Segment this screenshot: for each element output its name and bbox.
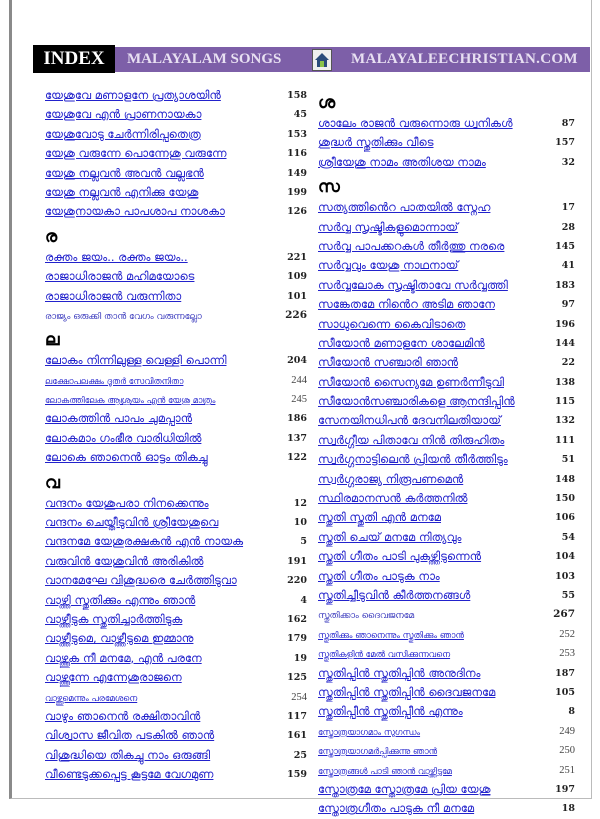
index-header — [33, 45, 590, 72]
index-label: INDEX — [33, 45, 115, 73]
song-link[interactable]: വാഴ്ത്തീടുമെ, വാഴ്ത്തീടുമെ ഇമ്മാനു — [45, 631, 194, 646]
song-link[interactable]: സ്തോത്രയാഗമർപ്പിക്കുന്നു ഞാൻ — [318, 747, 438, 758]
page-number: 267 — [553, 608, 575, 621]
song-link[interactable]: സ്തുതി ചെയ്‌ മനമേ നിത്യവും — [318, 529, 462, 544]
page-number: 249 — [559, 725, 575, 737]
song-link[interactable]: സത്യത്തിൻെറ പാതയിൽ സ്നേഹ — [318, 200, 491, 215]
song-link[interactable]: സ്തുതി ഗീതം പാടി പുകഴ്ത്തിടുന്നെൻ — [318, 549, 482, 564]
song-link[interactable]: സീയോൻ സൈന്യമേ ഉണർന്നീടുവി — [318, 374, 504, 389]
index-entry — [318, 133, 575, 152]
page-number: 116 — [287, 148, 307, 160]
index-entry — [318, 508, 575, 527]
song-link[interactable]: ലോകം നിന്നിലുള്ള വെള്ളി പൊന്നി — [45, 353, 227, 368]
index-entry — [318, 114, 575, 133]
page-number: 204 — [287, 355, 307, 367]
song-link[interactable]: ലക്ഷോപലക്ഷം ദൂതർ സേവിതനിതാ — [45, 376, 184, 387]
index-entry — [45, 726, 307, 745]
song-link[interactable]: ലോകമാം ഗംഭീര വാരിധിയിൽ — [45, 430, 202, 445]
index-entry — [318, 780, 575, 799]
page-number: 145 — [555, 240, 575, 252]
page-number: 149 — [287, 167, 307, 179]
page-number: 55 — [561, 589, 575, 601]
song-link[interactable]: സർവ്വ പാപക്കറകൾ തീർത്തു നരരെ — [318, 238, 505, 253]
index-entry — [318, 605, 575, 624]
index-entry — [45, 390, 307, 409]
index-entry — [45, 629, 307, 648]
song-link[interactable]: സ്തോത്രഗീതം പാടുക നീ മനമേ — [318, 801, 475, 816]
page-number: 162 — [287, 613, 307, 625]
song-link[interactable]: സ്തുതിക്കാം ദൈവജനമേ — [318, 611, 415, 622]
song-link[interactable]: ശ്രീയേശു നാമം അതിശയ നാമം — [318, 154, 486, 169]
index-entry — [318, 237, 575, 256]
home-icon[interactable] — [312, 49, 332, 71]
page-number: 32 — [561, 156, 575, 168]
page-number: 22 — [561, 357, 575, 369]
index-entry — [318, 353, 575, 372]
song-link[interactable]: ലോകെ ഞാനെൻ ഓട്ടം തികച്ചു — [45, 450, 208, 465]
song-link[interactable]: യേശുനായകാ പാപശാപ നാശകാ — [45, 204, 225, 219]
song-link[interactable]: വിശ്വാസ ജീവിത പടകിൽ ഞാൻ — [45, 728, 215, 743]
song-link[interactable]: രാജാധിരാജൻ വരുന്നിതാ — [45, 288, 182, 303]
index-entry — [318, 315, 575, 334]
index-entry — [318, 799, 575, 818]
index-entry — [45, 649, 307, 668]
page-number: 150 — [555, 493, 575, 505]
index-entry — [45, 532, 307, 551]
section-letter: ല — [45, 330, 60, 351]
page-number: 252 — [559, 628, 575, 640]
index-entry — [318, 702, 575, 721]
song-link[interactable]: വാഴ്ത്തീടുക സ്തുതിച്ചാർത്തിടുക — [45, 611, 183, 626]
index-entry — [318, 547, 575, 566]
index-entry — [45, 202, 307, 221]
song-link[interactable]: ലോകത്തിൻ പാപം ചുമപ്പാൻ — [45, 411, 193, 426]
song-link[interactable]: സ്വർഗ്ഗരാജ്യ നിരൂപണമെൻ — [318, 471, 464, 486]
left-column — [45, 86, 307, 785]
index-entry — [318, 256, 575, 275]
song-link[interactable]: വാഴ്ത്തി സ്തുതിക്കും എന്നും ഞാൻ — [45, 592, 196, 607]
song-link[interactable]: യേശുവേ എൻ പ്രാണനായകാ — [45, 107, 202, 122]
song-link[interactable]: സ്തുതികളിൻ മേൽ വസിക്കുന്നവനെ — [318, 650, 451, 661]
song-link[interactable]: സർവ്വ സൃഷ്ടികളുമൊന്നായ് — [318, 219, 459, 234]
page-number: 122 — [287, 452, 307, 464]
song-link[interactable]: വീണ്ടെടുക്കപ്പെട്ട കൂട്ടമേ വേഗമുണ — [45, 767, 214, 782]
song-link[interactable]: വരുവിൻ യേശുവിൻ അരികിൽ — [45, 553, 204, 568]
index-entry — [45, 610, 307, 629]
page-number: 28 — [561, 221, 575, 233]
index-entry — [45, 591, 307, 610]
page-number: 148 — [555, 473, 575, 485]
index-entry — [45, 765, 307, 784]
page-number: 109 — [287, 271, 307, 283]
page-number: 191 — [287, 555, 307, 567]
song-link[interactable]: സ്തുതി സ്തുതി എൻ മനമേ — [318, 510, 441, 525]
page-number: 199 — [287, 186, 307, 198]
song-link[interactable]: യേശു വരുന്നേ പൊന്നേശു വരുന്നേ — [45, 146, 227, 161]
index-entry — [318, 276, 575, 295]
song-link[interactable]: വാഴ്ത്തുമെന്നും പരമേശനെ — [45, 693, 138, 704]
song-link[interactable]: സീയോൻ മണാളനേ ശാലേമിൻ — [318, 335, 485, 350]
song-link[interactable]: സ്തുതി ഗീതം പാടുക നാം — [318, 568, 440, 583]
page-number: 103 — [555, 570, 575, 582]
page-number: 197 — [555, 783, 575, 795]
index-entry — [45, 248, 307, 267]
index-entry — [318, 373, 575, 392]
index-entry — [45, 707, 307, 726]
page-number: 183 — [555, 279, 575, 291]
index-entry — [45, 571, 307, 590]
page-number: 187 — [555, 667, 575, 679]
index-entry — [45, 351, 307, 370]
song-link[interactable]: സ്തുതിപ്പിൻ സ്തുതിപ്പിൻ അനുദിനം — [318, 665, 481, 680]
page-number: 251 — [559, 764, 575, 776]
page-number: 51 — [561, 454, 575, 466]
site-name[interactable]: MALAYALEECHRISTIAN.COM — [351, 51, 578, 67]
song-link[interactable]: രാജ്യം ഒരുക്കി താൻ വേഗം വരുന്നല്ലോ — [45, 311, 202, 322]
song-link[interactable]: സീയോൻ സഞ്ചാരി ഞാൻ — [318, 355, 459, 370]
index-entry — [45, 371, 307, 390]
page-number: 245 — [291, 394, 307, 406]
song-link[interactable]: വന്ദനമേ യേശുരക്ഷകൻ എൻ നായക — [45, 534, 244, 549]
index-entry — [45, 144, 307, 163]
page-number: 161 — [287, 730, 307, 742]
page-number: 186 — [287, 413, 307, 425]
index-entry — [318, 470, 575, 489]
index-entry — [318, 625, 575, 644]
page-number: 144 — [555, 337, 575, 349]
page-number: 54 — [561, 531, 575, 543]
page-number: 226 — [285, 308, 307, 321]
page-number: 12 — [293, 497, 307, 509]
index-entry — [45, 513, 307, 532]
index-entry — [318, 334, 575, 353]
page-number: 97 — [561, 299, 575, 311]
index-entry — [45, 552, 307, 571]
song-link[interactable]: സ്വർഗ്ഗനാട്ടിലെൻ പ്രിയൻ തീർത്തിടും — [318, 452, 508, 467]
index-entry — [45, 306, 307, 325]
index-entry — [45, 164, 307, 183]
song-link[interactable]: വിശുദ്ധിയെ തികച്ചു നാം ഒരുങ്ങി — [45, 747, 211, 762]
song-link[interactable]: വന്ദനം ചെയ്തീടുവിൻ ശ്രീയേശുവെ — [45, 515, 219, 530]
section-letter: വ — [45, 472, 60, 493]
page-number: 220 — [287, 575, 307, 587]
header-bar — [115, 47, 590, 72]
song-link[interactable]: രക്തം ജയം.. രക്തം ജയം.. — [45, 249, 188, 264]
song-link[interactable]: ലോകത്തിലേക ആശ്രയം എൻ യേശു മാത്രം — [45, 396, 216, 407]
page-number: 132 — [555, 415, 575, 427]
index-entry — [318, 761, 575, 780]
song-link[interactable]: സ്തോത്രയാഗമാം സുഗന്ധം — [318, 727, 421, 738]
section-letter: സ — [318, 177, 340, 198]
page-number: 137 — [287, 432, 307, 444]
page-number: 117 — [287, 710, 307, 722]
index-entry — [318, 586, 575, 605]
index-entry — [318, 567, 575, 586]
page-number: 158 — [287, 90, 307, 101]
page-number: 4 — [300, 594, 307, 606]
index-entry — [318, 489, 575, 508]
page-number: 8 — [568, 706, 575, 718]
index-entry — [318, 528, 575, 547]
index-entry — [45, 494, 307, 513]
section-letter: ര — [45, 226, 58, 247]
index-entry — [318, 218, 575, 237]
song-link[interactable]: വാഴും ഞാനെൻ രക്ഷിതാവിൻ — [45, 708, 201, 723]
page-number: 104 — [555, 551, 575, 563]
page-number: 153 — [287, 128, 307, 140]
song-link[interactable]: സ്ഥിരമാനസൻ കർത്തനിൽ — [318, 491, 468, 506]
page-number: 111 — [555, 434, 575, 446]
song-link[interactable]: സ്വർഗ്ഗീയ പിതാവേ നിൻ തിരുഹിതം — [318, 432, 505, 447]
page-number: 17 — [561, 202, 575, 214]
index-entry — [318, 644, 575, 663]
index-entry — [318, 411, 575, 430]
index-entry — [318, 683, 575, 702]
index-entry — [45, 287, 307, 306]
page-number: 19 — [293, 652, 307, 664]
song-link[interactable]: സാധുവെന്നെ കൈവിടാതെ — [318, 316, 466, 331]
page-number: 253 — [559, 648, 575, 660]
index-entry — [318, 664, 575, 683]
index-entry — [318, 431, 575, 450]
index-entry — [318, 722, 575, 741]
right-column — [318, 88, 575, 819]
index-entry — [45, 448, 307, 467]
index-entry — [45, 688, 307, 707]
song-link[interactable]: വന്ദനം യേശുപരാ നിനക്കെന്നും — [45, 495, 209, 510]
index-entry — [45, 429, 307, 448]
index-entry — [45, 183, 307, 202]
index-entry — [318, 741, 575, 760]
song-link[interactable]: യേശു നല്ലവൻ എനിക്കു യേശു — [45, 184, 199, 199]
index-entry — [45, 668, 307, 687]
page-number: 179 — [287, 633, 307, 645]
page-number: 41 — [561, 260, 575, 272]
page-number: 126 — [287, 206, 307, 218]
index-entry — [45, 125, 307, 144]
page-number: 18 — [561, 803, 575, 815]
song-link[interactable]: സർവ്വവും യേശു നാഥനായ് — [318, 258, 459, 273]
song-link[interactable]: സങ്കേതമേ നിൻെറ അടിമ ഞാനേ — [318, 297, 495, 312]
song-link[interactable]: സ്തോത്രങ്ങൾ പാടി ഞാൻ വാഴ്ത്തിടുമേ — [318, 766, 452, 777]
page-number: 5 — [300, 536, 307, 548]
song-link[interactable]: സ്തുതിപ്പിൻ സ്തുതിപ്പിൻ ദൈവജനമേ — [318, 684, 496, 699]
page-number: 25 — [293, 749, 307, 761]
page-number: 125 — [287, 672, 307, 684]
page-number: 45 — [293, 109, 307, 121]
index-entry — [45, 746, 307, 765]
page-number: 115 — [555, 396, 575, 408]
song-link[interactable]: വാഴ്ത്തുക നീ മനമേ, എൻ പരനേ — [45, 650, 202, 665]
song-link[interactable]: സ്തോത്രമേ സ്തോത്രമേ പ്രിയ യേശു — [318, 781, 491, 796]
song-link[interactable]: സർവ്വലോക സൃഷ്ടിതാവേ സർവ്വത്തി — [318, 277, 508, 292]
header-title: MALAYALAM SONGS — [127, 51, 282, 67]
page-number: 244 — [291, 374, 307, 386]
song-link[interactable]: യേശു നല്ലവൻ അവൻ വല്ലഭൻ — [45, 165, 204, 180]
page-number: 157 — [555, 137, 575, 149]
song-link[interactable]: സീയോൻസഞ്ചാരികളെ ആനന്ദിപ്പിൻ — [318, 394, 515, 409]
song-link[interactable]: വാഴ്ത്തുന്നേ എന്നേശുരാജനെ — [45, 670, 182, 685]
index-entry — [318, 450, 575, 469]
index-entry — [318, 198, 575, 217]
index-entry — [45, 86, 307, 105]
page-number: 10 — [293, 517, 307, 529]
index-entry — [45, 267, 307, 286]
page-number: 159 — [287, 769, 307, 781]
page-number: 106 — [555, 512, 575, 524]
page-number: 196 — [555, 318, 575, 330]
page-number: 250 — [559, 745, 575, 757]
index-entry — [45, 409, 307, 428]
song-link[interactable]: സ്തുതിച്ചീടുവിൻ കീർത്തനങ്ങൾ — [318, 587, 471, 602]
page-number: 138 — [555, 376, 575, 388]
song-link[interactable]: ശുദ്ധർ സ്തുതിക്കും വീടെ — [318, 135, 434, 150]
index-entry — [318, 295, 575, 314]
song-link[interactable]: സ്തുതിക്കും ഞാനെന്നും സ്തുതിക്കും ഞാൻ — [318, 630, 464, 641]
song-link[interactable]: ശാലേം രാജൻ വരുന്നൊരു ധ്വനികൾ — [318, 116, 513, 130]
song-link[interactable]: സേനയിനധിപൻ ദേവനിലതിയായ് — [318, 413, 501, 428]
song-link[interactable]: സ്തുതിപ്പീൻ സ്തുതിപ്പീൻ എന്നും — [318, 704, 463, 719]
song-link[interactable]: വാനമേഘേ വിശുദ്ധരെ ചേർത്തിടുവാ — [45, 573, 237, 588]
song-link[interactable]: രാജാധിരാജൻ മഹിമയോടെ — [45, 269, 195, 284]
page-number: 254 — [291, 691, 307, 703]
index-entry — [318, 392, 575, 411]
song-link[interactable]: യേശുവോടു ചേർന്നിരിപ്പതെത്ര — [45, 126, 201, 141]
page-number: 101 — [287, 290, 307, 302]
section-letter: ശ — [318, 93, 336, 113]
page-number: 105 — [555, 686, 575, 698]
index-entry — [45, 105, 307, 124]
song-link[interactable]: യേശുവേ മണാളനേ പ്രത്യാശയിൻ — [45, 88, 221, 102]
index-entry — [318, 153, 575, 172]
page-number: 87 — [561, 118, 575, 129]
page-number: 221 — [287, 251, 307, 263]
